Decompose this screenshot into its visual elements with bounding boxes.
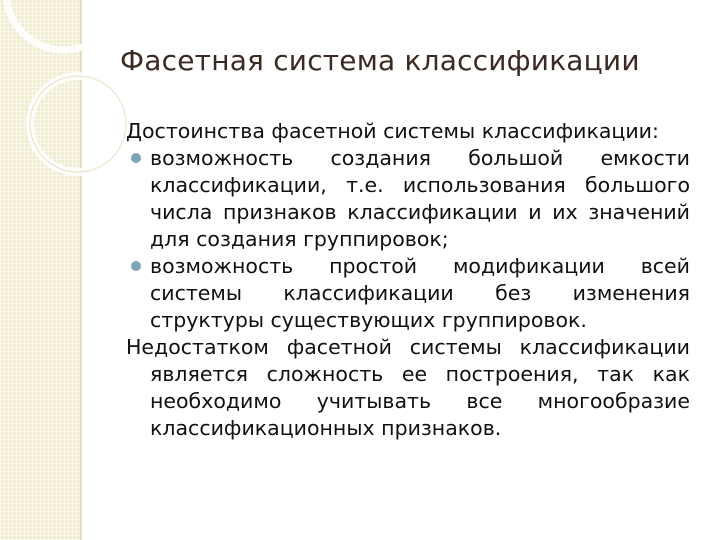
advantage-text: возможность простой модификации всей системы классификации без изменения структуры существующих группировок.: [150, 254, 690, 332]
slide-content: [126, 118, 690, 442]
disadvantage-text: Недостатком фасетной системы классификации является сложность ее построения, так как необходимо учитывать все многообразие классификационных признаков.: [126, 335, 690, 440]
advantage-item: [126, 253, 690, 334]
bullet-icon: [131, 153, 141, 163]
decorative-rings-icon: [0, 0, 140, 240]
advantage-text: возможность создания большой емкости классификации, т.е. использования большого числа признаков классификации и их значений для создания группировок;: [150, 146, 690, 251]
slide-title: Фасетная система классификации: [120, 44, 640, 77]
bullet-icon: [131, 261, 141, 271]
advantages-intro: Достоинства фасетной системы классификации:: [126, 119, 659, 143]
advantage-item: [126, 145, 690, 253]
